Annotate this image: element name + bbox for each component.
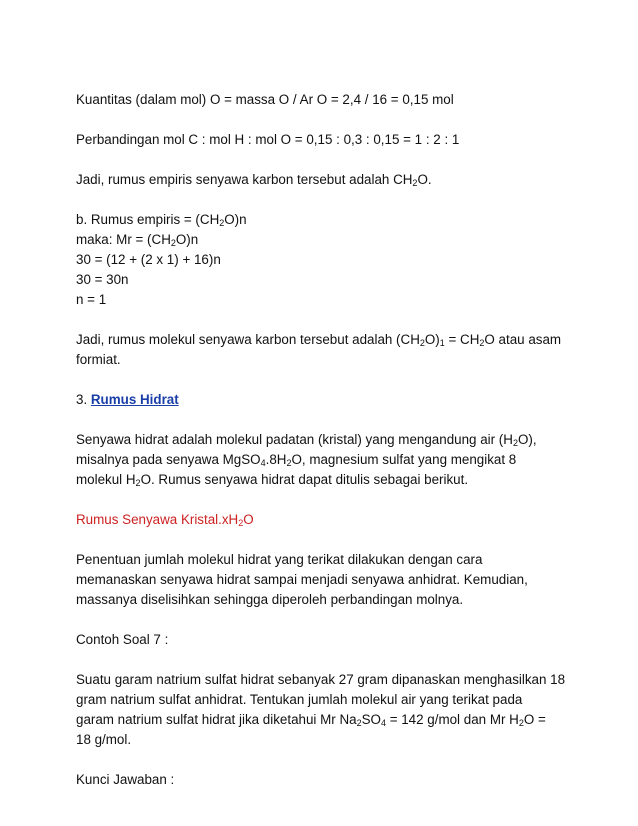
line [76,330,598,350]
text: Jadi, rumus empiris senyawa karbon tersebut adalah CH [76,172,413,187]
text: O. [417,172,432,187]
text: molekul H [76,472,136,487]
text: Contoh Soal 7 : [76,632,169,647]
text: Kuantitas (dalam mol) O = massa O / Ar O = 2,4 / 16 = 0,15 mol [76,92,454,107]
text: Kunci Jawaban : [76,772,175,787]
text: O atau asam [484,332,562,347]
subscript: 2 [412,178,418,188]
text: O)n [175,232,199,247]
line: 18 g/mol. [76,732,132,747]
rumus-hidrat-link[interactable]: Rumus Hidrat [90,392,179,407]
text: b. Rumus empiris = (CH [76,212,220,227]
part-b-calculation [76,210,598,310]
line [76,430,598,450]
section-heading [76,390,598,410]
line [76,210,598,230]
subscript: 2 [238,518,244,528]
line [76,450,598,470]
molecular-formula-conclusion [76,330,598,370]
answer-key-label [76,770,598,790]
subscript: 1 [439,338,445,348]
line: 30 = (12 + (2 x 1) + 16)n [76,252,221,267]
example-question [76,670,598,750]
line: massanya diselisihkan sehingga diperoleh perbandingan molnya. [76,592,464,607]
line: n = 1 [76,292,107,307]
line [76,470,598,490]
subscript: 2 [219,218,225,228]
text: O) [424,332,440,347]
text: O. Rumus senyawa hidrat dapat ditulis sebagai berikut. [140,472,469,487]
subscript: 2 [518,718,524,728]
subscript: 2 [135,478,141,488]
hydrate-determination [76,550,598,610]
line: gram natrium sulfat anhidrat. Tentukan jumlah molekul air yang terikat pada [76,692,523,707]
subscript: 4 [260,458,266,468]
example-title [76,630,598,650]
line: formiat. [76,352,121,367]
line: Penentuan jumlah molekul hidrat yang terikat dilakukan dengan cara [76,552,483,567]
mol-ratio-line [76,130,598,150]
subscript: 2 [512,438,518,448]
text: garam natrium sulfat hidrat jika diketahui Mr Na [76,712,357,727]
text: .8H [265,452,287,467]
text: O), [517,432,537,447]
text: SO [361,712,381,727]
line: Suatu garam natrium sulfat hidrat sebanyak 27 gram dipanaskan menghasilkan 18 [76,672,566,687]
text: O [243,512,254,527]
text: O, magnesium sulfat yang mengikat 8 [291,452,517,467]
empirical-formula-conclusion [76,170,598,190]
subscript: 2 [286,458,292,468]
subscript: 4 [380,718,386,728]
text: Rumus Senyawa Kristal.xH [76,512,239,527]
text: misalnya pada senyawa MgSO [76,452,261,467]
line [76,710,598,730]
hydrate-formula [76,510,598,530]
subscript: 2 [170,238,176,248]
subscript: 2 [479,338,485,348]
line: memanaskan senyawa hidrat sampai menjadi senyawa anhidrat. Kemudian, [76,572,528,587]
line [76,230,598,250]
text: Senyawa hidrat adalah molekul padatan (kristal) yang mengandung air (H [76,432,513,447]
text: Jadi, rumus molekul senyawa karbon tersebut adalah (CH [76,332,420,347]
text: O)n [224,212,247,227]
line: 30 = 30n [76,272,129,287]
text: Perbandingan mol C : mol H : mol O = 0,15 : 0,3 : 0,15 = 1 : 2 : 1 [76,132,460,147]
section-number: 3. [76,392,91,407]
subscript: 2 [419,338,425,348]
text: = CH [444,332,480,347]
text: = 142 g/mol dan Mr H [385,712,519,727]
hydrate-definition [76,430,598,490]
text: O = [523,712,546,727]
mol-oxygen-line [76,90,598,110]
subscript: 2 [356,718,362,728]
text: maka: Mr = (CH [76,232,171,247]
